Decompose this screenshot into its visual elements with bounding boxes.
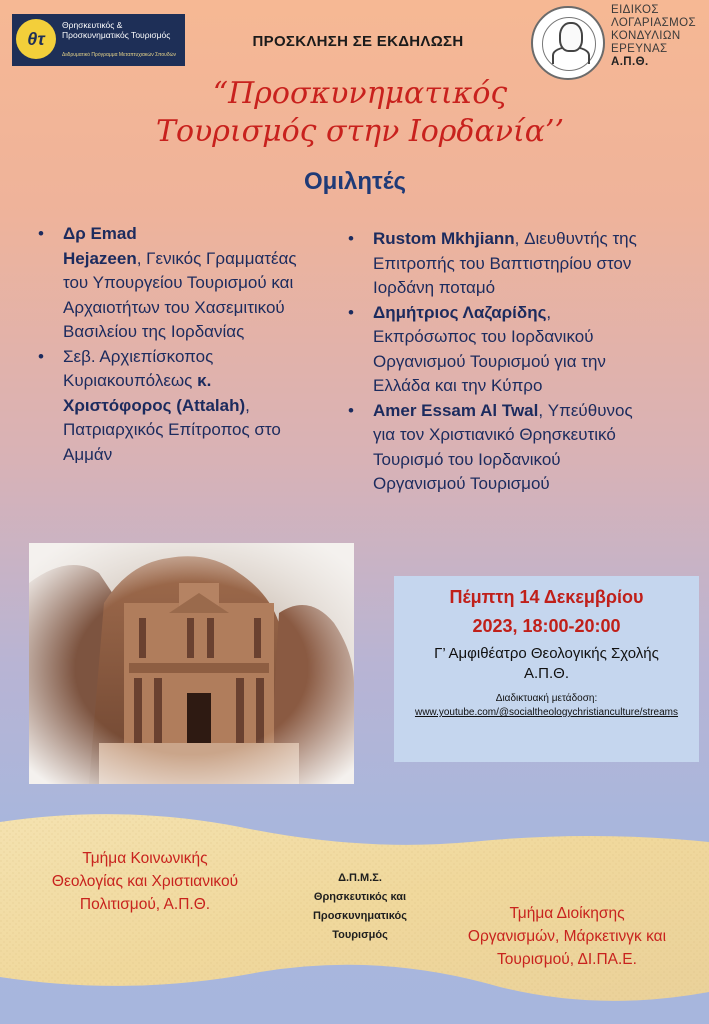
event-info-box <box>394 576 699 762</box>
university-seal-icon <box>531 6 605 80</box>
event-title: “Προσκυνηματικός Τουρισμός στην Ιορδανία’’ <box>155 76 565 149</box>
footer-department-management: Τμήμα Διοίκησης Οργανισμών, Μάρκετινγκ και Τουρισμού, ΔΙ.ΠΑ.Ε. <box>467 905 667 968</box>
footer-program: Δ.Π.Μ.Σ. Θρησκευτικός και Προσκυνηματικός Τουρισμός <box>312 872 408 941</box>
stream-label: Διαδικτυακή μετάδοση: <box>495 693 598 704</box>
event-date: Πέμπτη 14 Δεκεμβρίου 2023, 18:00-20:00 <box>449 587 644 636</box>
speaker-item: • Amer Essam Al Twal, Υπεύθυνος για τον Χριστιανικό Θρησκευτικό Τουρισμό του Ιορδανικού Οργανισμού Τουρισμού <box>348 399 648 497</box>
elke-abbr: Α.Π.Θ. <box>611 56 649 68</box>
speakers-left-list <box>38 222 316 467</box>
program-logo <box>12 14 185 66</box>
speaker-item: • Σεβ. Αρχιεπίσκοπος Κυριακουπόλεως κ. Χριστόφορος (Attalah), Πατριαρχικός Επίτροπος στο Αμμάν <box>38 345 316 468</box>
elke-label: ΕΙΔΙΚΟΣ ΛΟΓΑΡΙΑΣΜΟΣ ΚΟΝΔΥΛΙΩΝ ΕΡΕΥΝΑΣ Α.Π.Θ. <box>611 4 707 69</box>
program-logo-mark: θτ <box>16 19 56 59</box>
invitation-heading: ΠΡΟΣΚΛΗΣΗ ΣΕ ΕΚΔΗΛΩΣΗ <box>252 33 464 50</box>
speakers-right-list <box>348 227 648 497</box>
program-logo-subtitle: Διιδρυματικό Πρόγραμμα Μεταπτυχιακών Σπουδών <box>62 52 177 58</box>
speaker-item: • Δρ Emad Hejazeen, Γενικός Γραμματέας του Υπουργείου Τουρισμού και Αρχαιοτήτων του Χασεμιτικού Βασιλείου της Ιορδανίας <box>38 222 316 345</box>
stream-link[interactable]: www.youtube.com/@socialtheologychristianculture/streams <box>414 707 679 718</box>
speaker-item: • Rustom Mkhjiann, Διευθυντής της Επιτροπής του Βαπτιστηρίου στον Ιορδάνη ποταμό <box>348 227 648 301</box>
petra-monastery-image <box>29 543 354 784</box>
speakers-heading: Ομιλητές <box>303 168 407 195</box>
program-logo-name: Θρησκευτικός & Προσκυνηματικός Τουρισμός <box>62 20 171 40</box>
footer-department-social-theology: Τμήμα Κοινωνικής Θεολογίας και Χριστιανικού Πολιτισμού, Α.Π.Θ. <box>51 850 239 913</box>
event-venue: Γ’ Αμφιθέατρο Θεολογικής Σχολής Α.Π.Θ. <box>434 645 659 682</box>
speaker-item: • Δημήτριος Λαζαρίδης, Εκπρόσωπος του Ιορδανικού Οργανισμού Τουρισμού για την Ελλάδα και την Κύπρο <box>348 301 648 399</box>
